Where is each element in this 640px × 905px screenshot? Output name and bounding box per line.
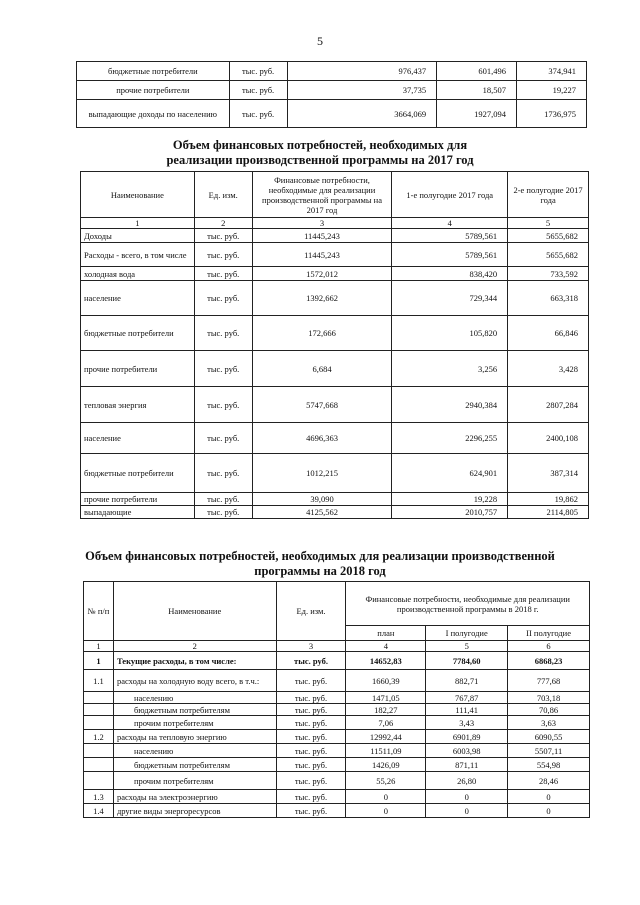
cell-unit: тыс. руб. <box>276 730 346 744</box>
cell-plan: 7,06 <box>346 716 426 730</box>
header-name: Наименование <box>113 582 276 641</box>
cell-total: 11445,243 <box>252 243 392 267</box>
cell-h2: 19,862 <box>508 493 589 506</box>
cell-h2: 554,98 <box>508 758 590 772</box>
cell-h1: 105,820 <box>392 316 508 351</box>
cell-num <box>84 744 114 758</box>
cell-h2: 2400,108 <box>508 423 589 454</box>
table-2017 <box>80 171 589 519</box>
table-row <box>84 804 590 818</box>
cell-h2: 2114,805 <box>508 506 589 519</box>
cell-unit: тыс. руб. <box>229 81 287 100</box>
cell-unit: тыс. руб. <box>194 454 252 493</box>
cell-plan: 0 <box>346 804 426 818</box>
cell-unit: тыс. руб. <box>276 744 346 758</box>
cell-h1: 26,80 <box>426 772 508 790</box>
cell-name: населению <box>113 744 276 758</box>
table-row <box>81 229 589 243</box>
cell-unit: тыс. руб. <box>276 716 346 730</box>
table-row <box>77 62 587 81</box>
header-plan: план <box>346 626 426 641</box>
col-number: 6 <box>508 641 590 652</box>
cell-h2: 6090,55 <box>508 730 590 744</box>
cell-h1: 6901,89 <box>426 730 508 744</box>
cell-plan: 12992,44 <box>346 730 426 744</box>
cell-h1: 19,228 <box>392 493 508 506</box>
cell-h1: 871,11 <box>426 758 508 772</box>
cell-name: население <box>81 281 195 316</box>
cell-h1: 3,256 <box>392 351 508 387</box>
header-h1: I полугодие <box>426 626 508 641</box>
cell-num: 1 <box>84 652 114 670</box>
table-row <box>84 704 590 716</box>
table-row <box>77 100 587 128</box>
cell-value: 19,227 <box>517 81 587 100</box>
table-row <box>81 493 589 506</box>
table-row <box>81 281 589 316</box>
cell-unit: тыс. руб. <box>229 62 287 81</box>
cell-value: 37,735 <box>287 81 437 100</box>
cell-value: 976,437 <box>287 62 437 81</box>
cell-unit: тыс. руб. <box>276 804 346 818</box>
cell-num <box>84 704 114 716</box>
cell-unit: тыс. руб. <box>194 229 252 243</box>
cell-unit: тыс. руб. <box>276 652 346 670</box>
col-number-row <box>84 641 590 652</box>
cell-h2: 0 <box>508 804 590 818</box>
cell-h1: 838,420 <box>392 267 508 281</box>
header-h2: II полугодие <box>508 626 590 641</box>
cell-unit: тыс. руб. <box>276 758 346 772</box>
table-row <box>84 692 590 704</box>
cell-value: 1927,094 <box>437 100 517 128</box>
table-row <box>81 351 589 387</box>
cell-name: прочие потребители <box>81 351 195 387</box>
cell-unit: тыс. руб. <box>194 351 252 387</box>
table-row <box>81 454 589 493</box>
cell-plan: 14652,83 <box>346 652 426 670</box>
col-number-row <box>81 218 589 229</box>
cell-unit: тыс. руб. <box>194 316 252 351</box>
cell-plan: 182,27 <box>346 704 426 716</box>
table-row <box>84 652 590 670</box>
cell-plan: 55,26 <box>346 772 426 790</box>
cell-total: 6,684 <box>252 351 392 387</box>
table-row <box>81 316 589 351</box>
cell-h1: 767,87 <box>426 692 508 704</box>
table-row <box>84 758 590 772</box>
cell-value: 601,496 <box>437 62 517 81</box>
cell-name: выпадающие доходы по населению <box>77 100 230 128</box>
cell-h2: 663,318 <box>508 281 589 316</box>
cell-name: население <box>81 423 195 454</box>
cell-name: прочим потребителям <box>113 772 276 790</box>
cell-unit: тыс. руб. <box>194 267 252 281</box>
cell-name: холодная вода <box>81 267 195 281</box>
cell-plan: 1471,05 <box>346 692 426 704</box>
header-num: № п/п <box>84 582 114 641</box>
col-number: 3 <box>252 218 392 229</box>
cell-h1: 729,344 <box>392 281 508 316</box>
col-number: 5 <box>426 641 508 652</box>
col-number: 1 <box>81 218 195 229</box>
cell-total: 11445,243 <box>252 229 392 243</box>
cell-value: 1736,975 <box>517 100 587 128</box>
cell-total: 39,090 <box>252 493 392 506</box>
cell-name: другие виды энергоресурсов <box>113 804 276 818</box>
cell-unit: тыс. руб. <box>194 506 252 519</box>
cell-h1: 7784,60 <box>426 652 508 670</box>
cell-value: 374,941 <box>517 62 587 81</box>
table-row <box>81 423 589 454</box>
cell-h1: 882,71 <box>426 670 508 692</box>
cell-num <box>84 716 114 730</box>
col-number: 5 <box>508 218 589 229</box>
cell-plan: 1660,39 <box>346 670 426 692</box>
table-top <box>76 61 587 128</box>
cell-name: расходы на холодную воду всего, в т.ч.: <box>113 670 276 692</box>
cell-h1: 5789,561 <box>392 229 508 243</box>
table-row <box>84 772 590 790</box>
cell-h1: 2296,255 <box>392 423 508 454</box>
cell-h2: 70,86 <box>508 704 590 716</box>
cell-name: бюджетным потребителям <box>113 758 276 772</box>
cell-unit: тыс. руб. <box>276 704 346 716</box>
cell-h2: 387,314 <box>508 454 589 493</box>
cell-plan: 11511,09 <box>346 744 426 758</box>
cell-name: Расходы - всего, в том числе <box>81 243 195 267</box>
cell-total: 5747,668 <box>252 387 392 423</box>
table-row <box>81 267 589 281</box>
cell-name: расходы на тепловую энергию <box>113 730 276 744</box>
table-header-row <box>81 172 589 218</box>
table-row <box>81 506 589 519</box>
cell-h2: 5655,682 <box>508 243 589 267</box>
cell-name: бюджетные потребители <box>81 454 195 493</box>
cell-unit: тыс. руб. <box>194 493 252 506</box>
cell-h1: 3,43 <box>426 716 508 730</box>
cell-name: бюджетным потребителям <box>113 704 276 716</box>
header-h1: 1-е полугодие 2017 года <box>392 172 508 218</box>
page-number: 5 <box>317 34 323 48</box>
cell-total: 4125,562 <box>252 506 392 519</box>
heading-2018: Объем финансовых потребностей, необходимых для реализации производственной программы на 2018 год <box>85 549 555 578</box>
cell-num <box>84 692 114 704</box>
col-number: 2 <box>113 641 276 652</box>
header-unit: Ед. изм. <box>276 582 346 641</box>
cell-h1: 624,901 <box>392 454 508 493</box>
cell-unit: тыс. руб. <box>276 692 346 704</box>
cell-h2: 5655,682 <box>508 229 589 243</box>
cell-unit: тыс. руб. <box>194 387 252 423</box>
table-row <box>84 730 590 744</box>
cell-h1: 6003,98 <box>426 744 508 758</box>
cell-name: выпадающие <box>81 506 195 519</box>
cell-h2: 3,63 <box>508 716 590 730</box>
cell-h2: 3,428 <box>508 351 589 387</box>
table-row <box>84 744 590 758</box>
cell-h1: 2010,757 <box>392 506 508 519</box>
cell-unit: тыс. руб. <box>194 281 252 316</box>
cell-unit: тыс. руб. <box>276 790 346 804</box>
table-row <box>81 243 589 267</box>
cell-h2: 28,46 <box>508 772 590 790</box>
cell-name: прочим потребителям <box>113 716 276 730</box>
header-total: Финансовые потребности, необходимые для реализации производственной программы на 2017 год <box>252 172 392 218</box>
cell-name: расходы на электроэнергию <box>113 790 276 804</box>
cell-name: тепловая энергия <box>81 387 195 423</box>
cell-name: прочие потребители <box>81 493 195 506</box>
cell-name: прочие потребители <box>77 81 230 100</box>
cell-unit: тыс. руб. <box>276 772 346 790</box>
table-row <box>84 790 590 804</box>
cell-name: бюджетные потребители <box>77 62 230 81</box>
header-unit: Ед. изм. <box>194 172 252 218</box>
col-number: 3 <box>276 641 346 652</box>
header-name: Наименование <box>81 172 195 218</box>
table-row <box>77 81 587 100</box>
cell-h2: 5507,11 <box>508 744 590 758</box>
cell-total: 1392,662 <box>252 281 392 316</box>
cell-h2: 777,68 <box>508 670 590 692</box>
cell-h1: 5789,561 <box>392 243 508 267</box>
cell-num <box>84 772 114 790</box>
cell-total: 172,666 <box>252 316 392 351</box>
table-2018 <box>83 581 590 818</box>
cell-h2: 66,846 <box>508 316 589 351</box>
heading-2017: Объем финансовых потребностей, необходимых для реализации производственной программы на 2017 год <box>166 138 474 167</box>
cell-total: 1572,012 <box>252 267 392 281</box>
col-number: 4 <box>346 641 426 652</box>
cell-h1: 2940,384 <box>392 387 508 423</box>
cell-h2: 0 <box>508 790 590 804</box>
cell-h2: 703,18 <box>508 692 590 704</box>
table-header-row <box>84 582 590 626</box>
header-group: Финансовые потребности, необходимые для реализации производственной программы в 2018 г. <box>346 582 590 626</box>
cell-name: бюджетные потребители <box>81 316 195 351</box>
cell-name: Текущие расходы, в том числе: <box>113 652 276 670</box>
cell-h1: 0 <box>426 790 508 804</box>
col-number: 1 <box>84 641 114 652</box>
cell-total: 4696,363 <box>252 423 392 454</box>
cell-total: 1012,215 <box>252 454 392 493</box>
cell-value: 18,507 <box>437 81 517 100</box>
cell-num <box>84 758 114 772</box>
col-number: 4 <box>392 218 508 229</box>
cell-h1: 111,41 <box>426 704 508 716</box>
cell-h2: 2807,284 <box>508 387 589 423</box>
cell-unit: тыс. руб. <box>229 100 287 128</box>
cell-h2: 6868,23 <box>508 652 590 670</box>
cell-num: 1.4 <box>84 804 114 818</box>
header-h2: 2-е полугодие 2017 года <box>508 172 589 218</box>
cell-unit: тыс. руб. <box>194 243 252 267</box>
cell-unit: тыс. руб. <box>276 670 346 692</box>
cell-h2: 733,592 <box>508 267 589 281</box>
cell-name: населению <box>113 692 276 704</box>
table-row <box>84 670 590 692</box>
cell-num: 1.2 <box>84 730 114 744</box>
table-row <box>81 387 589 423</box>
cell-plan: 0 <box>346 790 426 804</box>
cell-unit: тыс. руб. <box>194 423 252 454</box>
cell-value: 3664,069 <box>287 100 437 128</box>
cell-h1: 0 <box>426 804 508 818</box>
table-row <box>84 716 590 730</box>
cell-num: 1.3 <box>84 790 114 804</box>
cell-num: 1.1 <box>84 670 114 692</box>
col-number: 2 <box>194 218 252 229</box>
cell-plan: 1426,09 <box>346 758 426 772</box>
cell-name: Доходы <box>81 229 195 243</box>
